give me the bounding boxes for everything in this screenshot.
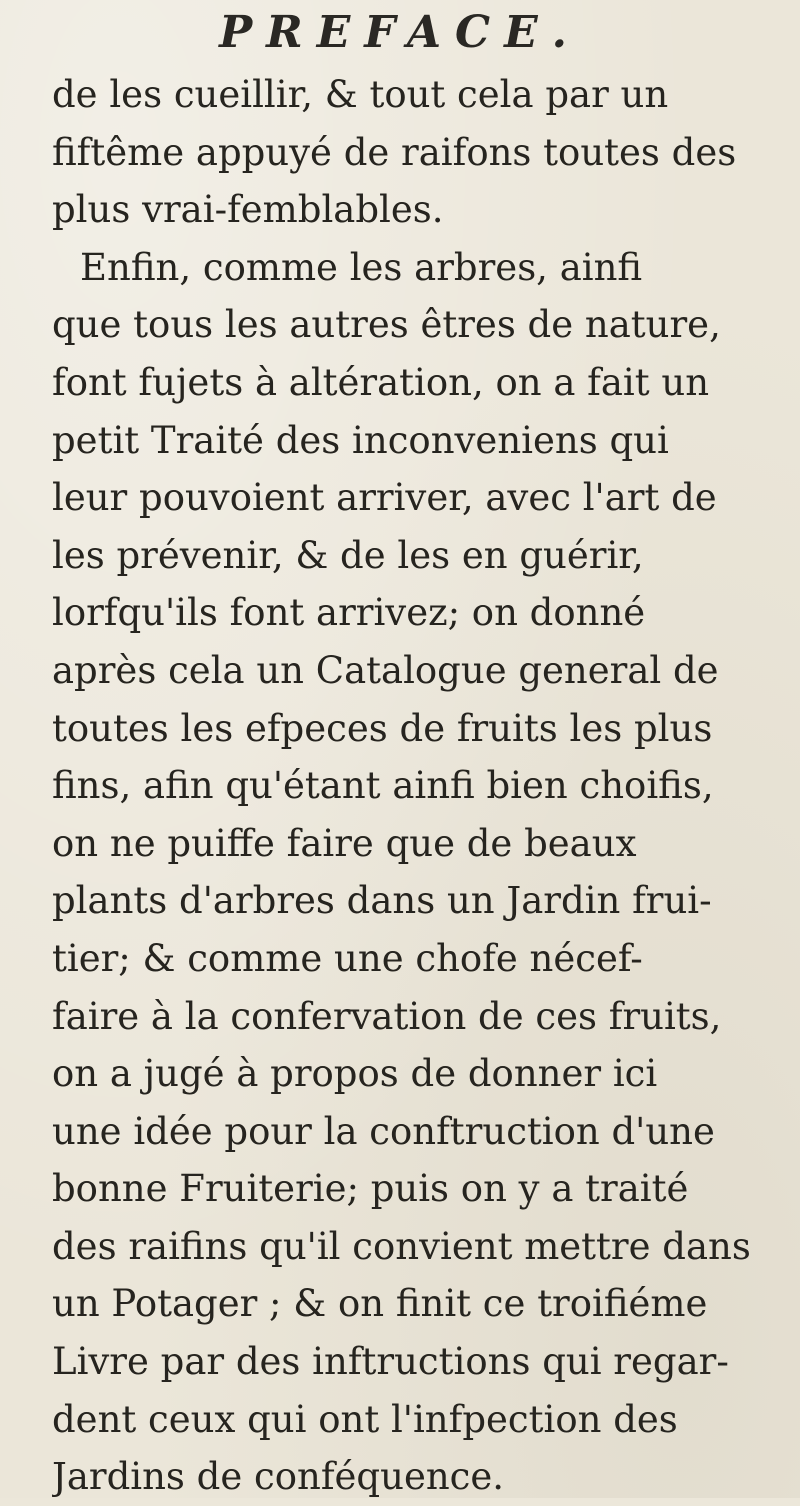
text-line: tier; & comme une chofe nécef-: [52, 936, 643, 980]
body-text: [52, 66, 772, 1506]
text-line: des raifins qu'il convient mettre dans: [52, 1224, 751, 1268]
text-line: que tous les autres êtres de nature,: [52, 303, 721, 347]
text-line: faire à la confervation de ces fruits,: [52, 994, 722, 1038]
text-line: fiftême appuyé de raifons toutes des: [52, 130, 737, 174]
text-line: petit Traité des inconveniens qui: [52, 418, 669, 462]
text-line: on ne puiffe faire que de beaux: [52, 821, 637, 865]
text-line: toutes les efpeces de fruits les plus: [52, 706, 713, 750]
text-line: un Potager ; & on finit ce troifiéme: [52, 1282, 708, 1326]
text-line: plus vrai-femblables.: [52, 188, 444, 232]
text-line: font fujets à altération, on a fait un: [52, 360, 710, 404]
text-line: leur pouvoient arriver, avec l'art de: [52, 476, 717, 520]
text-line: dent ceux qui ont l'infpection des: [52, 1397, 678, 1441]
text-line: lorfqu'ils font arrivez; on donné: [52, 591, 646, 635]
text-line: Livre par des inftructions qui regar-: [52, 1340, 729, 1384]
text-line: Jardins de conféquence.: [52, 1455, 505, 1499]
text-line: bonne Fruiterie; puis on y a traité: [52, 1167, 689, 1211]
text-line: les prévenir, & de les en guérir,: [52, 533, 644, 577]
text-line: plants d'arbres dans un Jardin frui-: [52, 879, 712, 923]
text-line: une idée pour la conftruction d'une: [52, 1109, 715, 1153]
text-line: après cela un Catalogue general de: [52, 648, 719, 692]
text-line: on a jugé à propos de donner ici: [52, 1052, 658, 1096]
text-line: fins, afin qu'étant ainfi bien choifis,: [52, 764, 714, 808]
text-line: de les cueillir, & tout cela par un: [52, 73, 669, 116]
text-line-paragraph-start: Enfin, comme les arbres, ainfi: [80, 245, 643, 289]
running-header: PREFACE.: [219, 7, 581, 58]
